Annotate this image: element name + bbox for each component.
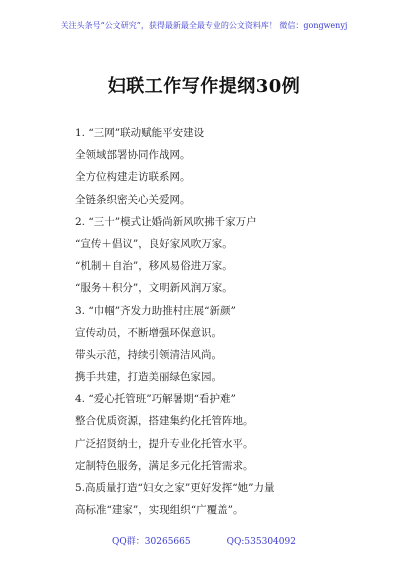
document-title: 妇联工作写作提纲30例 bbox=[107, 76, 301, 97]
heading-4: 4. “爱心托管班”巧解暑期“看护难” bbox=[75, 393, 236, 406]
body-line: 宣传动员，不断增强环保意识。 bbox=[75, 326, 222, 339]
body-line: “服务＋积分”，文明新风润万家。 bbox=[75, 282, 233, 295]
heading-2: 2. “三十”模式让婚尚新风吹拂千家万户 bbox=[75, 215, 257, 228]
body-line: 携手共建，打造美丽绿色家园。 bbox=[75, 371, 222, 384]
document-body bbox=[75, 122, 375, 521]
body-line: 高标准“建家”，实现组织“广覆盖”。 bbox=[75, 504, 244, 517]
body-line: 全方位构建走访联系网。 bbox=[75, 171, 191, 184]
header-notice: 关注头条号“公文研究”，获得最新最全最专业的公文资料库！ 微信：gongwenyj bbox=[60, 21, 348, 30]
body-line: 整合优质资源，搭建集约化托管阵地。 bbox=[75, 415, 254, 428]
body-line: 带头示范，持续引领清洁风尚。 bbox=[75, 348, 222, 361]
body-line: 全链条织密关心关爱网。 bbox=[75, 193, 191, 206]
heading-3: 3. “巾帼”齐发力助推村庄展“新颜” bbox=[75, 304, 236, 317]
body-line: “宣传＋倡议”，良好家风吹万家。 bbox=[75, 237, 233, 250]
qq-group-number: QQ群：30265665 bbox=[112, 537, 191, 547]
heading-5: 5.高质量打造“妇女之家”更好发挥“她”力量 bbox=[75, 482, 275, 494]
qq-number: QQ:535304092 bbox=[226, 537, 296, 547]
footer bbox=[0, 534, 408, 547]
body-line: 广泛招贤纳士，提升专业化托管水平。 bbox=[75, 437, 254, 450]
heading-1: 1. “三网”联动赋能平安建设 bbox=[75, 127, 205, 139]
body-line: “机制＋自治”，移风易俗进万家。 bbox=[75, 260, 233, 273]
body-line: 全领域部署协同作战网。 bbox=[75, 149, 191, 162]
body-line: 定制特色服务，满足多元化托管需求。 bbox=[75, 459, 254, 472]
